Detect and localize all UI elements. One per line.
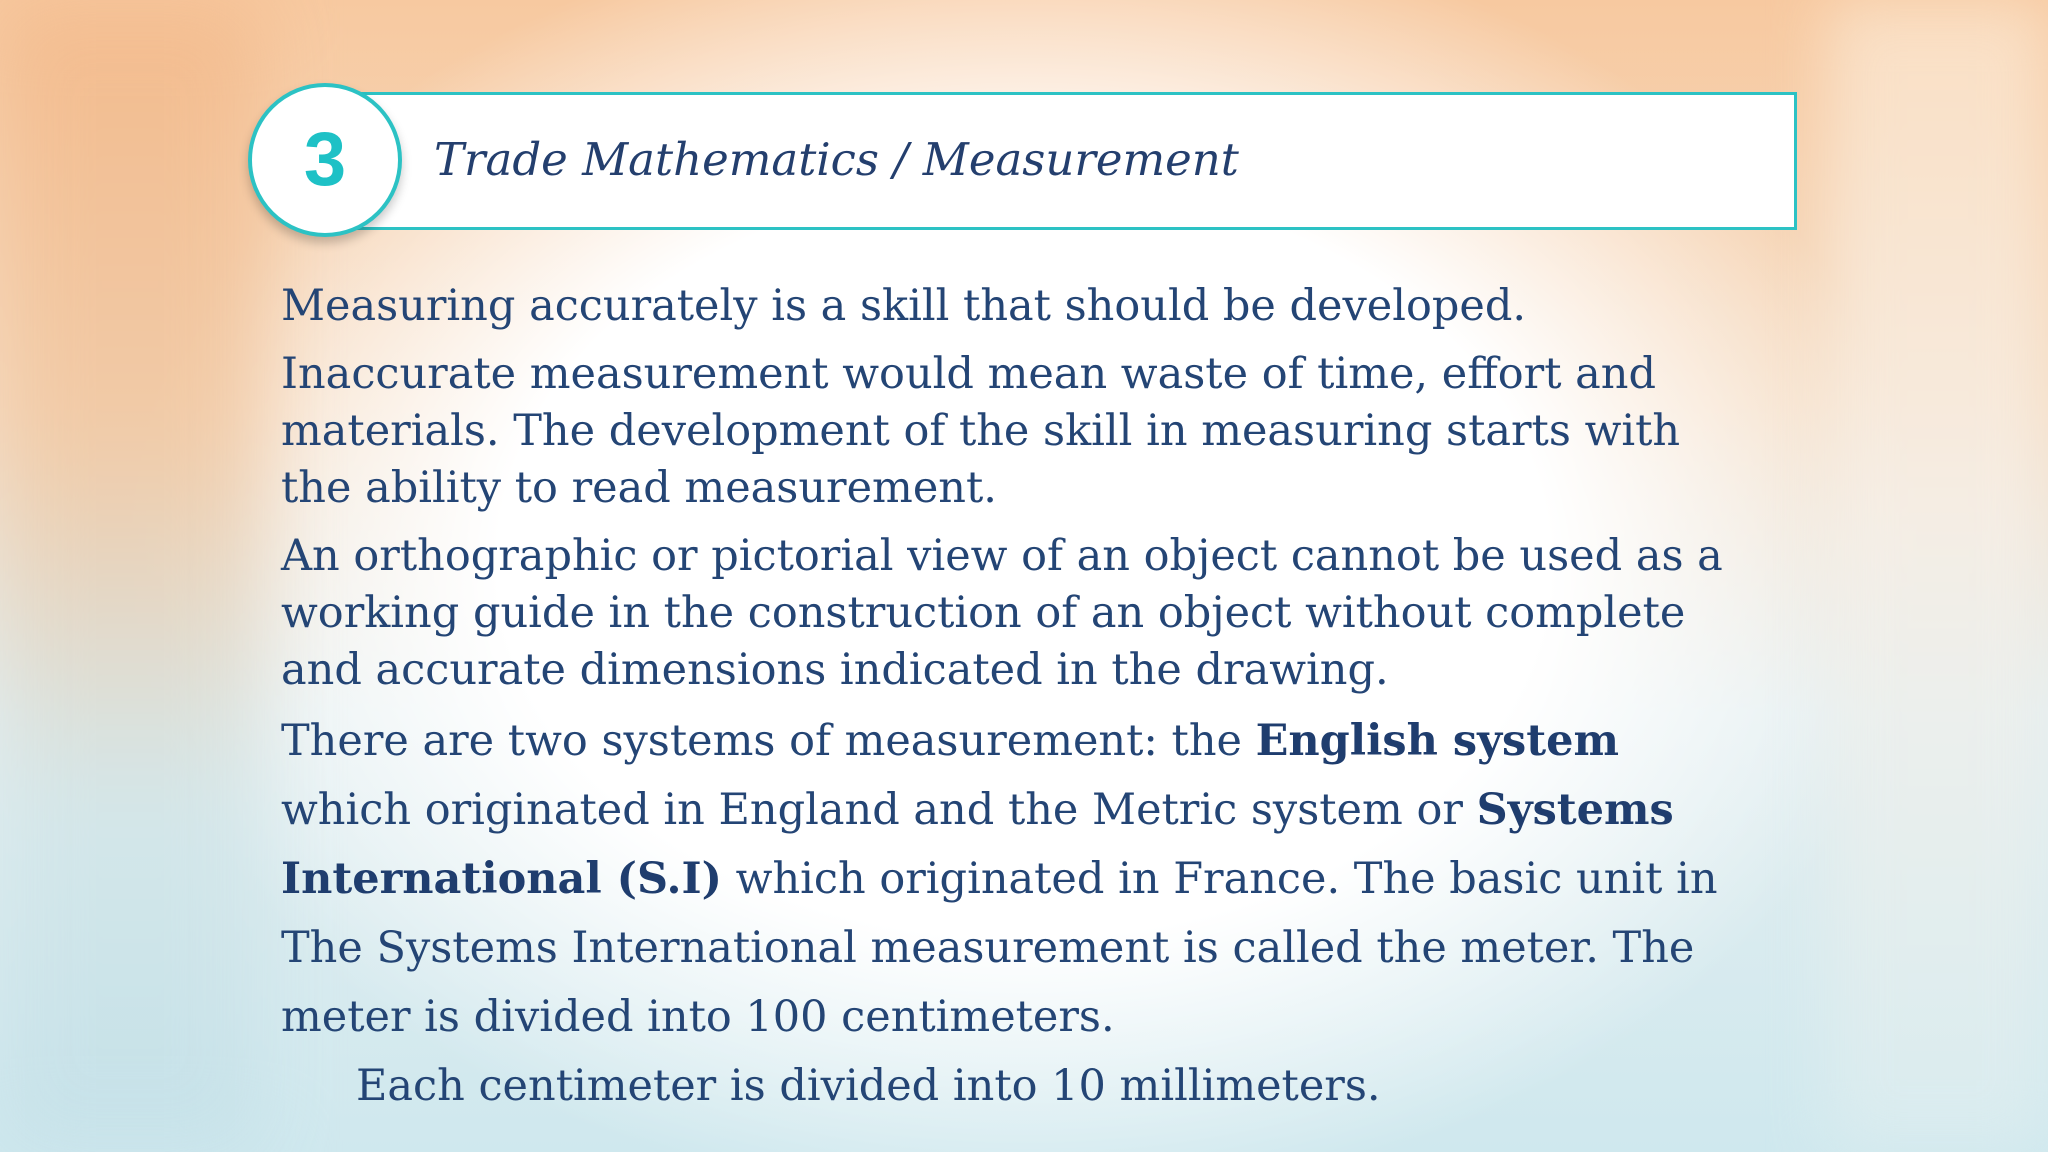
section-number: 3 (303, 117, 347, 202)
paragraph-4-line-1-text: There are two systems of measurement: the (281, 716, 1256, 766)
systems-term: Systems (1476, 785, 1674, 835)
paragraph-4-line-4: The Systems International measurement is called the meter. The (281, 923, 1695, 973)
paragraph-2-line-2: materials. The development of the skill in measuring starts with (281, 406, 1681, 456)
slide-title: Trade Mathematics / Measurement (434, 133, 1239, 186)
paragraph-4-line-3-text: which originated in France. The basic unit in (721, 854, 1718, 904)
paragraph-3-line-1: An orthographic or pictorial view of an object cannot be used as a (281, 531, 1723, 581)
international-si-term: International (S.I) (281, 854, 722, 904)
paragraph-4 (281, 707, 1821, 1121)
slide-body (281, 278, 1821, 1132)
paragraph-4-line-5: meter is divided into 100 centimeters. (281, 992, 1115, 1042)
paragraph-3-line-2: working guide in the construction of an object without complete (281, 588, 1686, 638)
paragraph-2-line-1: Inaccurate measurement would mean waste of time, effort and (281, 349, 1657, 399)
paragraph-4-line-2-text: which originated in England and the Metric system or (281, 785, 1477, 835)
paragraph-1: Measuring accurately is a skill that should be developed. (281, 281, 1527, 331)
paragraph-2-line-3: the ability to read measurement. (281, 463, 997, 513)
section-number-badge (248, 83, 402, 237)
paragraph-3 (281, 528, 1821, 699)
paragraph-2 (281, 346, 1821, 517)
english-system-term: English system (1255, 716, 1619, 766)
paragraph-3-line-3: and accurate dimensions indicated in the drawing. (281, 645, 1389, 695)
paragraph-5: Each centimeter is divided into 10 millimeters. (356, 1061, 1381, 1111)
